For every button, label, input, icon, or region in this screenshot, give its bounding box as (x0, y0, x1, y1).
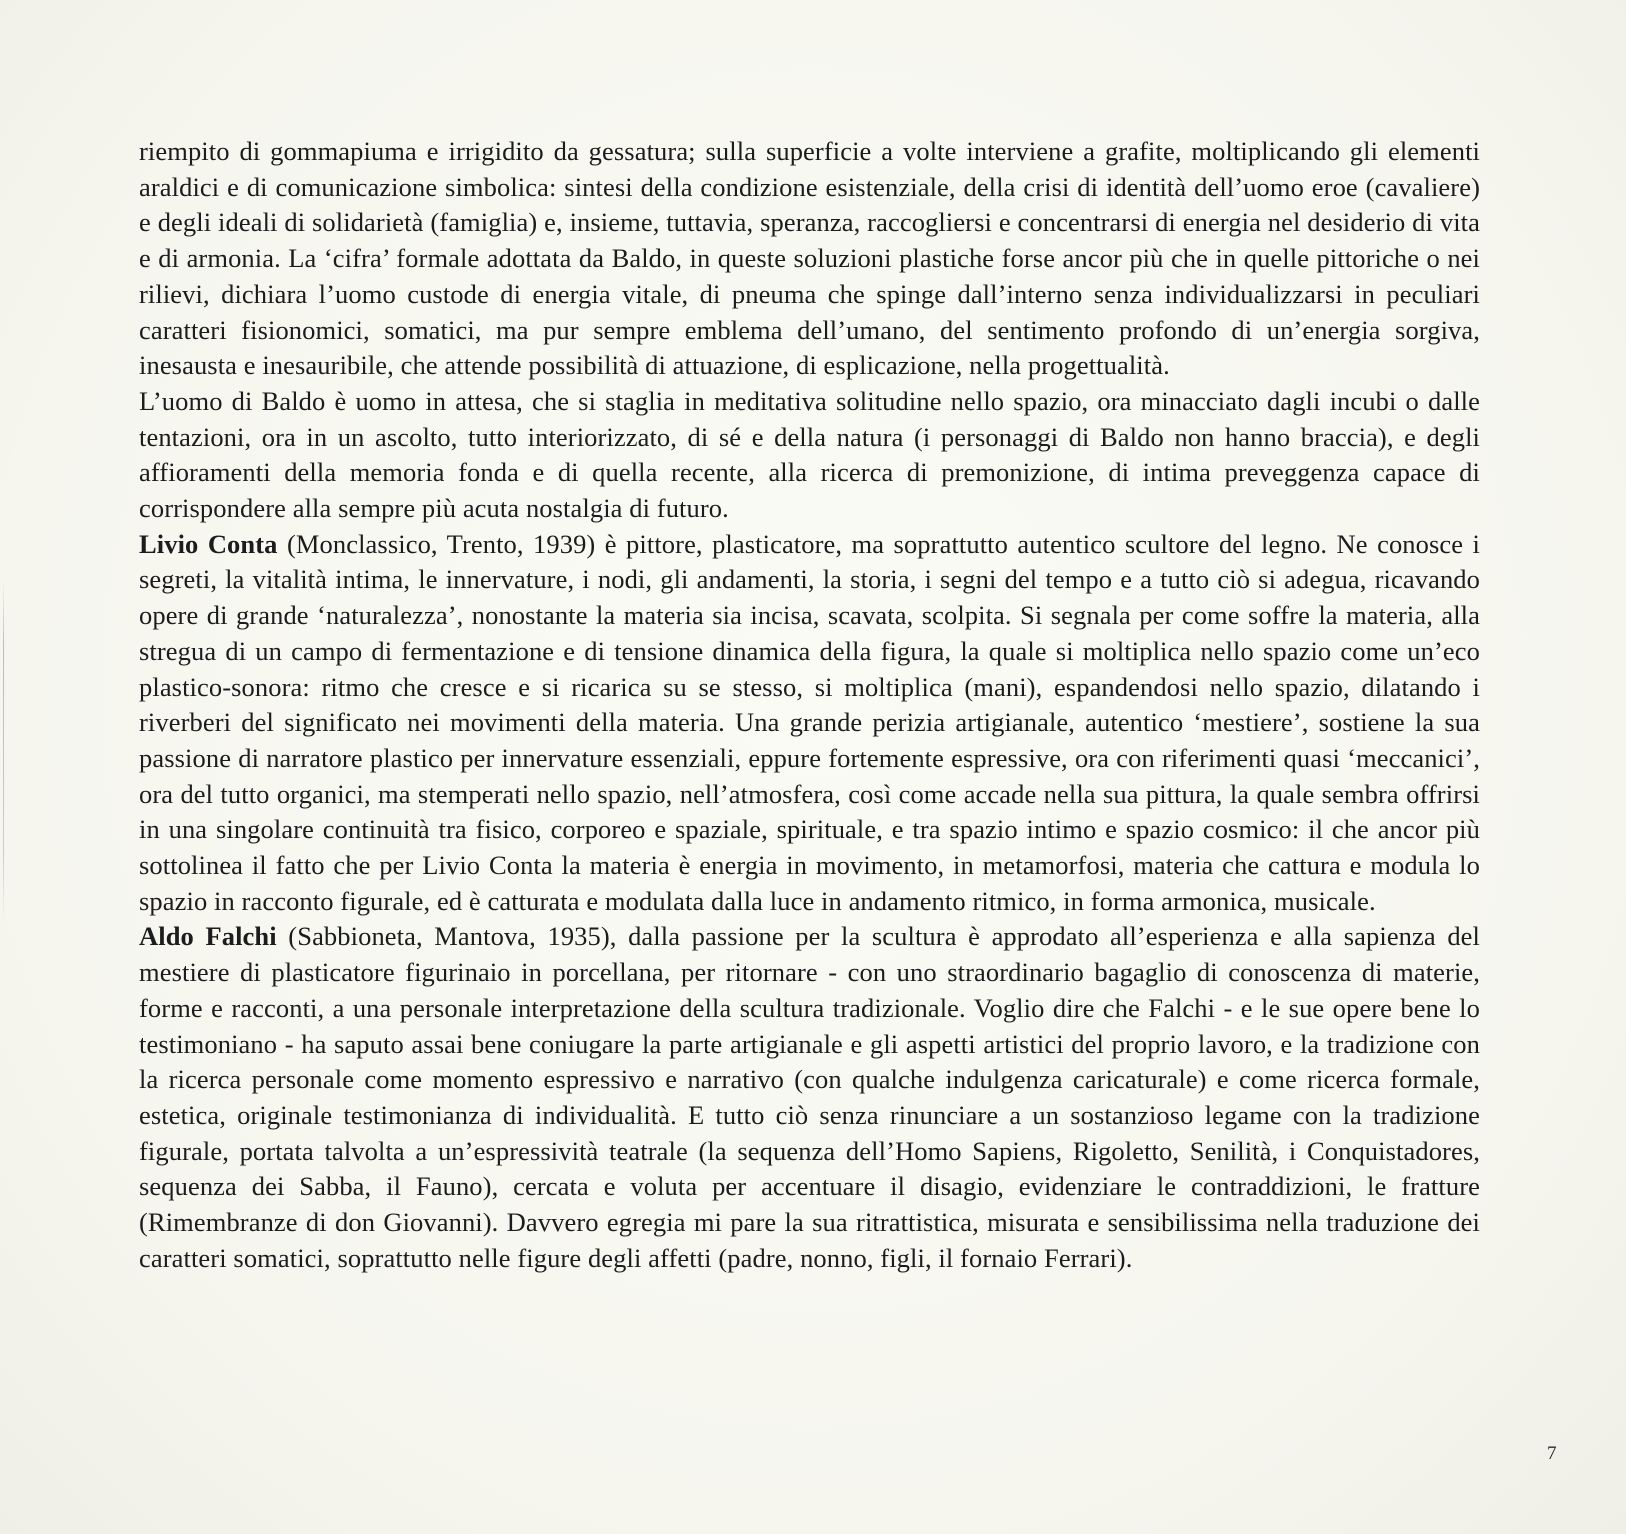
paragraph-baldo-sculpture (139, 134, 1480, 384)
page-edge-shadow (3, 580, 4, 920)
paragraph-text: (Sabbioneta, Mantova, 1935), dalla passione per la scultura è approdato all’esperienza e alla sapienza del mestiere di plasticatore figurinaio in porcellana, per ritornare - con uno straordinario bagaglio di conoscenza di materie, forme e racconti, a una personale interpretazione della scultura tradizionale. Voglio dire che Falchi - e le sue opere bene lo testimoniano - ha saputo assai bene coniugare la parte artigianale e gli aspetti artistici del proprio lavoro, e la tradizione con la ricerca personale come momento espressivo e narrativo (con qualche indulgenza caricaturale) e come ricerca formale, estetica, originale testimonianza di individualità. E tutto ciò senza rinunciare a un sostanzioso legame con la tradizione figurale, portata talvolta a un’espressività teatrale (la sequenza dell’Homo Sapiens, Rigoletto, Senilità, i Conquistadores, sequenza dei Sabba, il Fauno), cercata e voluta per accentuare il disagio, evidenziare le contraddizioni, le fratture (Rimembranze di don Giovanni). Davvero egregia mi pare la sua ritrattistica, misurata e sensibilissima nella traduzione dei caratteri somatici, soprattutto nelle figure degli affetti (padre, nonno, figli, il fornaio Ferrari). (139, 921, 1480, 1273)
body-text (139, 134, 1480, 1277)
paragraph-text: (Monclassico, Trento, 1939) è pittore, plasticatore, ma soprattutto autentico scultore del legno. Ne conosce i segreti, la vitalità intima, le innervature, i nodi, gli andamenti, la storia, i segni del tempo e a tutto ciò si adegua, ricavando opere di grande ‘naturalezza’, nonostante la materia sia incisa, scavata, scolpita. Si segnala per come soffre la materia, alla stregua di un campo di fermentazione e di tensione dinamica della figura, la quale si moltiplica nello spazio come un’eco plastico-sonora: ritmo che cresce e si ricarica su se stesso, si moltiplica (mani), espandendosi nello spazio, dilatando i riverberi del significato nei movimenti della materia. Una grande perizia artigianale, autentico ‘mestiere’, sostiene la sua passione di narratore plastico per innervature essenziali, eppure fortemente espressive, ora con riferimenti quasi ‘meccanici’, ora del tutto organici, ma stemperati nello spazio, nell’atmosfera, così come accade nella sua pittura, la quale sembra offrirsi in una singolare continuità tra fisico, corporeo e spaziale, spirituale, e tra spazio intimo e spazio cosmico: il che ancor più sottolinea il fatto che per Livio Conta la materia è energia in movimento, in metamorfosi, materia che cattura e modula lo spazio in racconto figurale, ed è catturata e modulata dalla luce in andamento ritmico, in forma armonica, musicale. (139, 528, 1481, 916)
paragraph-text: L’uomo di Baldo è uomo in attesa, che si staglia in meditativa solitudine nello spazio, ora minacciato dagli incubi o dalle tentazioni, ora in un ascolto, tutto interiorizzato, di sé e della natura (i personaggi di Baldo non hanno braccia), e degli affioramenti della memoria fonda e di quella recente, alla ricerca di premonizione, di intima preveggenza capace di corrispondere alla sempre più acuta nostalgia di futuro. (139, 385, 1480, 524)
paragraph-livio-conta (139, 527, 1480, 920)
artist-name: Livio Conta (139, 528, 278, 559)
paragraph-text: riempito di gommapiuma e irrigidito da gessatura; sulla superficie a volte interviene a grafite, moltiplicando gli elementi araldici e di comunicazione simbolica: sintesi della condizione esistenziale, della crisi di identità dell’uomo eroe (cavaliere) e degli ideali di solidarietà (famiglia) e, insieme, tuttavia, speranza, raccogliersi e concentrarsi di energia nel desiderio di vita e di armonia. La ‘cifra’ formale adottata da Baldo, in queste soluzioni plastiche forse ancor più che in quelle pittoriche o nei rilievi, dichiara l’uomo custode di energia vitale, di pneuma che spinge dall’interno senza individualizzarsi in peculiari caratteri fisionomici, somatici, ma pur sempre emblema dell’umano, del sentimento profondo di un’energia sorgiva, inesausta e inesauribile, che attende possibilità di attuazione, di esplicazione, nella progettualità. (139, 136, 1480, 381)
paragraph-baldo-man (139, 384, 1480, 527)
artist-name: Aldo Falchi (139, 921, 277, 952)
page-number: 7 (1547, 1443, 1557, 1464)
paragraph-aldo-falchi (139, 919, 1480, 1276)
